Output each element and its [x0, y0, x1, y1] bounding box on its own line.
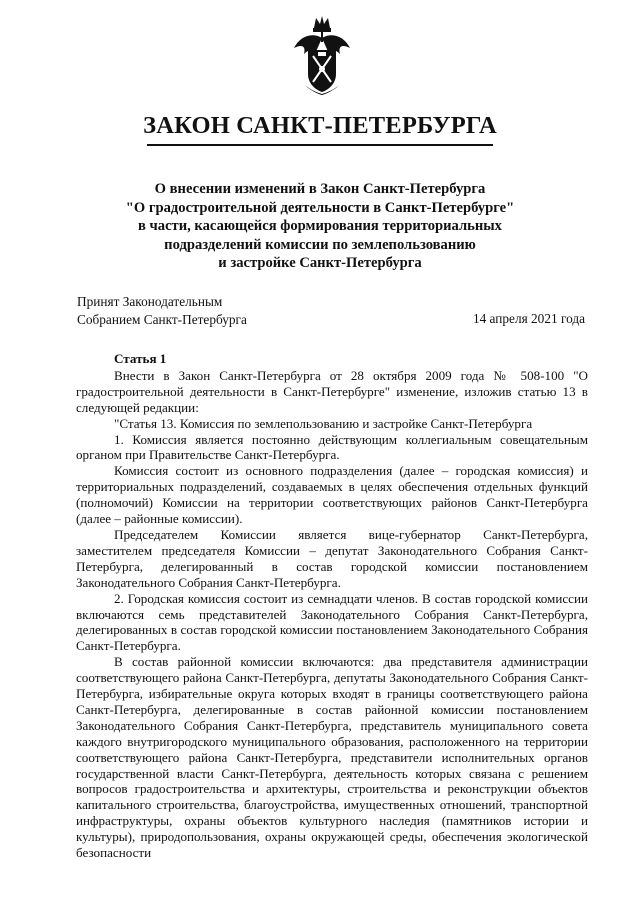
subtitle-line: подразделений комиссии по землепользованию: [164, 236, 476, 253]
subtitle-line: "О градостроительной деятельности в Санкт-Петербурге": [125, 199, 515, 216]
law-title: ЗАКОН САНКТ-ПЕТЕРБУРГА: [143, 112, 497, 139]
article-paragraph: 1. Комиссия является постоянно действующим коллегиальным совещательным органом при Правительстве Санкт-Петербурга.: [76, 431, 588, 463]
adoption-line: Принят Законодательным: [77, 294, 223, 309]
article-body: [76, 351, 588, 861]
article-paragraph: Внести в Закон Санкт-Петербурга от 28 октября 2009 года № 508-100 "О градостроительной деятельности в Санкт-Петербурге" изменение, изложив статью 13 в следующей редакции:: [76, 367, 588, 415]
article-paragraph: Комиссия состоит из основного подразделения (далее – городская комиссия) и территориальных подразделений, создаваемых в целях обеспечения отдельных функций (полномочий) Комиссии на территории соответствующих районов Санкт-Петербурга (далее – районные комиссии).: [76, 463, 588, 527]
article-paragraph: 2. Городская комиссия состоит из семнадцати членов. В состав городской комиссии включаются семь представителей Законодательного Собрания Санкт-Петербурга, делегированных в состав городской комиссии постановлением Законодательного Собрания Санкт-Петербурга.: [76, 590, 588, 654]
title-underline: [147, 144, 493, 146]
article-paragraph: В состав районной комиссии включаются: два представителя администрации соответствующего района Санкт-Петербурга, депутаты Законодательного Собрания Санкт-Петербурга, избирательные округа которых входят в границы соответствующего района Санкт-Петербурга, делегированные в состав районной комиссии постановлением Законодательного Собрания Санкт-Петербурга, представитель муниципального совета каждого внутригородского муниципального образования, расположенного на территории соответствующего района Санкт-Петербурга, представители исполнительных органов государственной власти Санкт-Петербурга, деятельность которых связана с решением вопросов градостроительства и архитектуры, строительства и реконструкции объектов капитального строительства, благоустройства, имущественных отношений, транспортной инфраструктуры, охраны объектов культурного наследия (памятников истории и культуры), природопользования, охраны окружающей среды, обеспечения экологической безопасности: [76, 654, 588, 861]
subtitle-line: О внесении изменений в Закон Санкт-Петербурга: [154, 181, 486, 197]
coat-of-arms-icon: [290, 14, 354, 96]
adoption-body: [77, 293, 247, 328]
subtitle-line: в части, касающейся формирования территориальных: [138, 218, 502, 234]
article-paragraph: "Статья 13. Комиссия по землепользованию и застройке Санкт-Петербурга: [114, 415, 533, 431]
law-subtitle: [60, 180, 580, 273]
subtitle-line: и застройке Санкт-Петербурга: [218, 255, 422, 271]
coat-of-arms-emblem: [290, 14, 354, 96]
article-paragraph: Председателем Комиссии является вице-губернатор Санкт-Петербурга, заместителем председателя Комиссии – депутат Законодательного Собрания Санкт-Петербурга, делегированный в состав городской комиссии постановлением Законодательного Собрания Санкт-Петербурга.: [76, 526, 588, 590]
adoption-date: 14 апреля 2021 года: [472, 311, 585, 326]
article-heading: Статья 1: [114, 351, 167, 366]
adoption-line: Собранием Санкт-Петербурга: [77, 311, 247, 327]
